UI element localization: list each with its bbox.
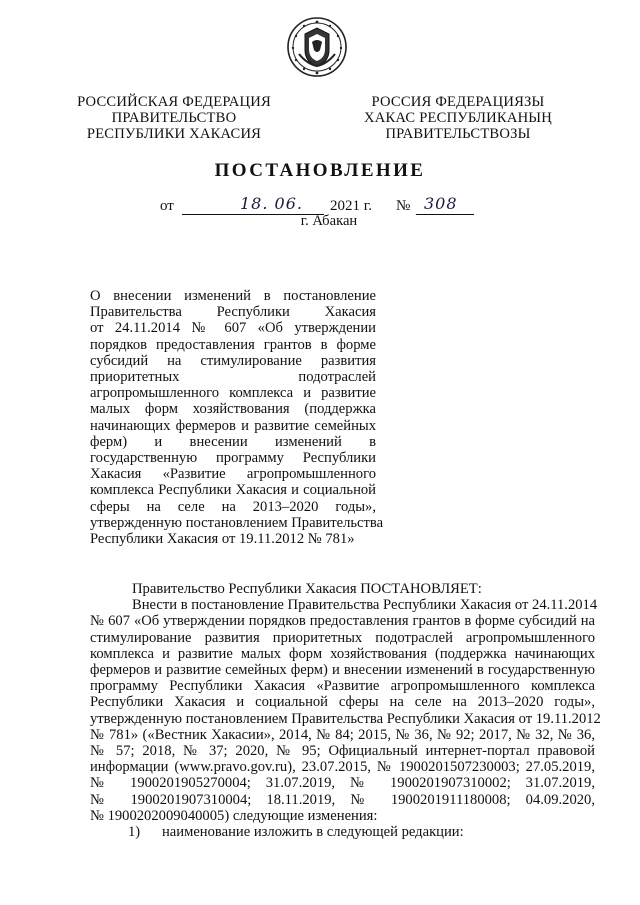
body-line: стимулирование развития приоритетных подотраслей агропромышленного	[90, 629, 595, 646]
subject-line: комплекса Республики Хакасия и социальной	[90, 482, 376, 499]
list-item	[90, 824, 595, 840]
body-line: комплекса и развитие малых форм хозяйствования (поддержка начинающих	[90, 645, 595, 662]
header-right	[328, 94, 588, 142]
subject-line: утвержденную постановлением Правительства	[90, 514, 384, 531]
subject-line: агропромышленного комплекса и развитие	[90, 385, 376, 402]
body-line: информации (www.pravo.gov.ru), 23.07.2015, № 1900201507230003; 27.05.2019,	[90, 759, 595, 776]
subject-line: О внесении изменений в постановление	[90, 288, 376, 304]
body-line: № 1900201907310004; 18.11.2019, № 1900201911180008; 04.09.2020,	[90, 791, 595, 808]
document-body	[90, 581, 601, 841]
subject-line: Правительства Республики Хакасия	[90, 304, 376, 321]
body-line: № 1900201905270004; 31.07.2019, № 1900201907310002; 31.07.2019,	[90, 775, 595, 792]
body-line: программу Республики Хакасия «Развитие агропромышленного комплекса	[90, 678, 595, 695]
body-line: № 781» («Вестник Хакасии», 2014, № 84; 2015, № 36, № 92; 2017, № 32, № 36,	[90, 726, 595, 743]
header-left	[44, 94, 304, 142]
header-left-line: ПРАВИТЕЛЬСТВО	[111, 110, 237, 126]
subject-line: Республики Хакасия от 19.11.2012 № 781»	[90, 531, 355, 548]
subject-line: приоритетных подотраслей	[90, 369, 376, 386]
body-line: Республики Хакасия и социальной сферы на селе на 2013–2020 годы»,	[90, 694, 595, 711]
header-right-line: ХАКАС РЕСПУБЛИКАНЫҢ	[364, 110, 552, 126]
body-line: фермеров и развитие семейных ферм) и внесении изменений в государственную	[90, 662, 595, 679]
subject-line: сферы на селе на 2013–2020 годы»,	[90, 498, 376, 515]
subject-line: начинающих фермеров и развитие семейных	[90, 417, 376, 434]
body-line: № 1900202009040005) следующие изменения:	[90, 807, 378, 824]
header-left-line: РОССИЙСКАЯ ФЕДЕРАЦИЯ	[77, 94, 271, 110]
year-label: 2021 г.	[330, 198, 372, 214]
header-right-line: ПРАВИТЕЛЬСТВОЗЫ	[385, 126, 531, 142]
subject-line: Хакасия «Развитие агропромышленного	[90, 466, 376, 483]
list-item-number: 1)	[128, 824, 141, 841]
resolves-line: Правительство Республики Хакасия ПОСТАНОВЛЯЕТ:	[132, 581, 482, 597]
list-item-text: наименование изложить в следующей редакции:	[162, 824, 464, 841]
subject-line: государственную программу Республики	[90, 450, 376, 467]
document-title: ПОСТАНОВЛЕНИЕ	[214, 160, 426, 181]
city: г. Абакан	[300, 213, 358, 229]
coat-of-arms-icon	[286, 14, 348, 80]
number-handwritten: 308	[424, 194, 458, 213]
date-from-label: от	[160, 198, 174, 214]
body-line: № 57; 2018, № 37; 2020, № 95; Официальный интернет-портал правовой	[90, 743, 595, 760]
document-subject	[90, 288, 384, 548]
subject-line: от 24.11.2014 № 607 «Об утверждении	[90, 320, 376, 337]
subject-line: малых форм хозяйствования (поддержка	[90, 401, 376, 418]
header-left-line: РЕСПУБЛИКИ ХАКАСИЯ	[86, 126, 262, 142]
subject-line: ферм) и внесении изменений в	[90, 433, 376, 450]
date-handwritten: 18. 06.	[240, 194, 303, 213]
body-line: утвержденную постановлением Правительства Республики Хакасия от 19.11.2012	[90, 710, 601, 727]
number-label: №	[396, 198, 411, 214]
header-right-line: РОССИЯ ФЕДЕРАЦИЯЗЫ	[371, 94, 545, 110]
subject-line: порядков предоставления грантов в форме	[90, 336, 376, 353]
subject-line: субсидий на стимулирование развития	[90, 352, 376, 369]
body-line: № 607 «Об утверждении порядков предоставления грантов в форме субсидий на	[90, 613, 595, 630]
body-line: Внести в постановление Правительства Республики Хакасия от 24.11.2014	[132, 597, 598, 614]
